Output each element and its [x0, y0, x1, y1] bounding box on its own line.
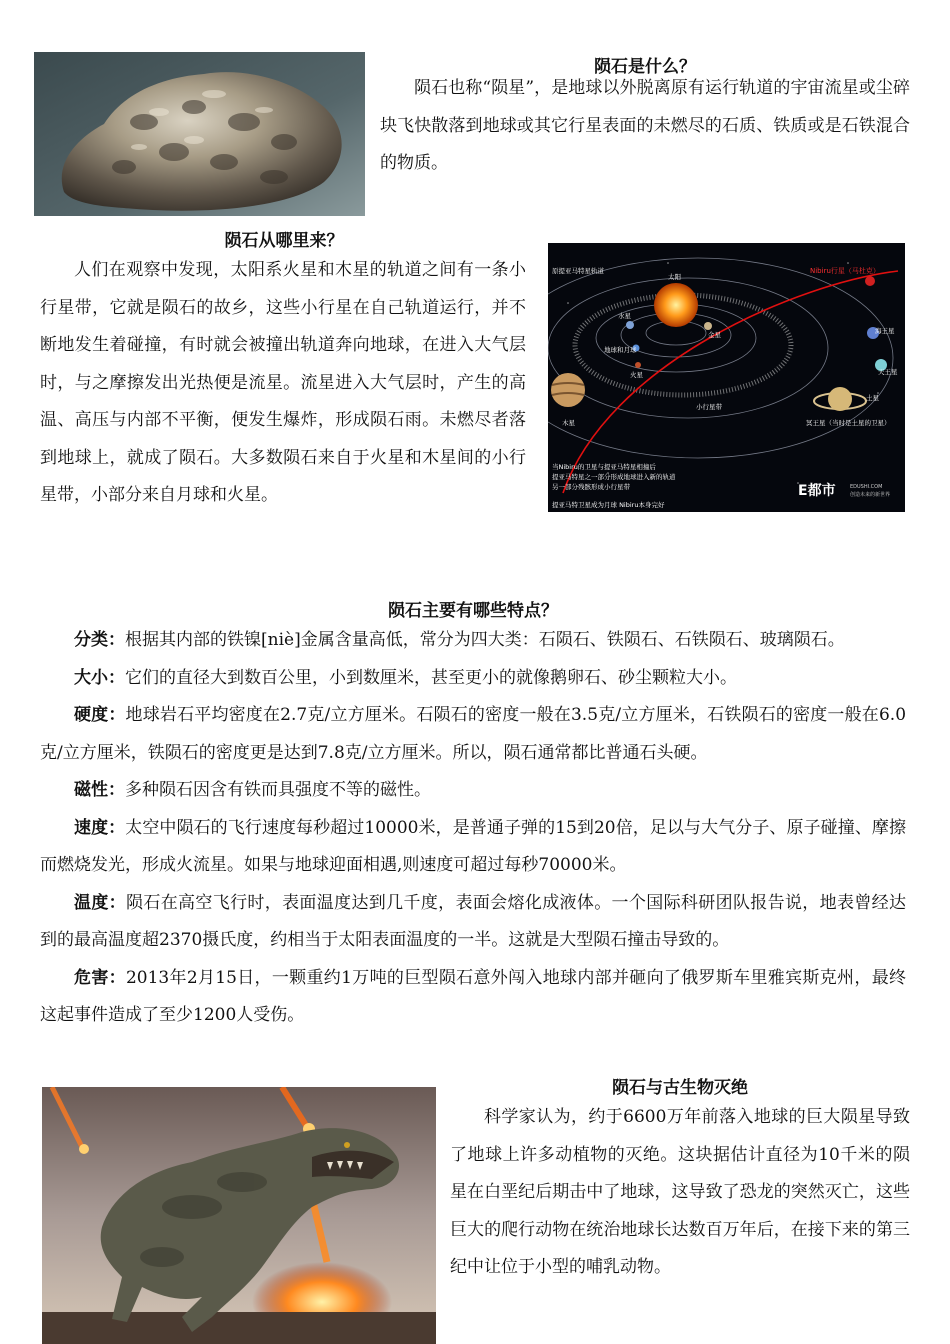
feature-temperature	[40, 885, 906, 960]
label-saturn: 土星	[866, 394, 879, 402]
feature-text: 2013年2月15日，一颗重约1万吨的巨型陨石意外闯入地球内部并砸向了俄罗斯车里雅宾斯克州，最终这起事件造成了至少1200人受伤。	[40, 967, 907, 1025]
feature-text: 多种陨石因含有铁而具强度不等的磁性。	[125, 780, 431, 800]
feature-label: 大小：	[74, 667, 125, 688]
feature-text: 它们的直径大到数百公里，小到数厘米，甚至更小的就像鹅卵石、砂尘颗粒大小。	[125, 667, 737, 688]
note-line-2: 提亚马特星之一部分形成地球进入新的轨道	[552, 473, 676, 481]
section-title-origin: 陨石从哪里来？	[224, 231, 344, 251]
feature-label: 温度：	[74, 892, 127, 913]
features-list	[40, 622, 906, 1035]
label-asteroid-belt: 小行星带	[696, 403, 722, 411]
feature-label: 危害：	[74, 967, 126, 988]
meteorite-photo	[34, 52, 365, 216]
note-line-1: 当Nibiru的卫星与提亚马特星相撞后	[552, 463, 656, 471]
feature-label: 磁性：	[74, 780, 125, 800]
feature-text: 地球岩石平均密度在2.7克/立方厘米。石陨石的密度一般在3.5克/立方厘米，石铁陨石的密度一般在6.0克/立方厘米，铁陨石的密度更是达到7.8克/立方厘米。所以，陨石通常都比普通石头硬。	[40, 705, 907, 763]
section-title-what: 陨石是什么？	[594, 57, 696, 77]
section-text-what: 陨石也称“陨星”，是地球以外脱离原有运行轨道的宇宙流星或尘碎块飞快散落到地球或其它行星表面的未燃尽的石质、铁质或是石铁混合的物质。	[380, 78, 910, 173]
feature-hardness	[40, 697, 906, 772]
label-uranus: 天王星	[878, 368, 898, 376]
section-text-origin: 人们在观察中发现，太阳系火星和木星的轨道之间有一条小行星带，它就是陨石的故乡，这些小行星在自己轨道运行，并不断地发生着碰撞，有时就会被撞出轨道奔向地球，在进入大气层时，与之摩擦发出光热便是流星。流星进入大气层时，产生的高温、高压与内部不平衡，便发生爆炸，形成陨石雨。未燃尽者落到地球上，就成了陨石。大多数陨石来自于火星和木星间的小行星带，小部分来自月球和火星。	[40, 260, 526, 505]
label-mars: 火星	[630, 371, 643, 379]
feature-label: 硬度：	[74, 705, 126, 725]
note-line-3: 另一部分残骸形成小行星带	[552, 483, 630, 491]
feature-label: 速度：	[74, 817, 126, 838]
solar-system-diagram	[548, 243, 905, 512]
label-sun: 太阳	[668, 273, 681, 281]
feature-text: 根据其内部的铁镍[niè]金属含量高低，常分为四大类：石陨石、铁陨石、石铁陨石、玻璃陨石。	[125, 630, 845, 650]
feature-text: 陨石在高空飞行时，表面温度达到几千度，表面会熔化成液体。一个国际科研团队报告说，地表曾经达到的最高温度超2370摄氏度，约相当于太阳表面温度的一半。这就是大型陨石撞击导致的。	[40, 892, 907, 950]
label-neptune: 海王星	[875, 327, 895, 335]
feature-text: 太空中陨石的飞行速度每秒超过10000米，是普通子弹的15到20倍，足以与大气分子、原子碰撞、摩擦而燃烧发光，形成火流星。如果与地球迎面相遇,则速度可超过每秒70000米。	[40, 817, 907, 875]
watermark-url: EDUSHI.COM	[850, 484, 883, 490]
feature-size	[40, 660, 906, 698]
label-mercury: 水星	[618, 312, 631, 320]
label-original-orbit: 原提亚马特星轨道	[552, 267, 604, 275]
watermark-slogan: 创造未来的新世界	[850, 492, 891, 498]
label-jupiter: 木星	[562, 419, 575, 427]
feature-magnetism	[40, 772, 906, 810]
watermark-logo: E都市	[798, 483, 836, 499]
feature-classification	[40, 622, 906, 660]
section-text-extinction: 科学家认为，约于6600万年前落入地球的巨大陨星导致了地球上许多动植物的灭绝。这块据估计直径为10千米的陨星在白垩纪后期击中了地球，这导致了恐龙的突然灭亡，这些巨大的爬行动物在统治地球长达数百万年后，在接下来的第三纪中让位于小型的哺乳动物。	[450, 1107, 910, 1277]
note-line-4: 提亚马特卫星成为月球 Nibiru本身完好	[552, 501, 665, 509]
feature-speed	[40, 810, 906, 885]
label-venus: 金星	[708, 331, 721, 339]
section-title-features: 陨石主要有哪些特点？	[388, 601, 558, 621]
feature-label: 分类：	[74, 630, 125, 650]
section-title-extinction: 陨石与古生物灭绝	[612, 1078, 748, 1098]
feature-hazard	[40, 960, 906, 1035]
label-pluto: 冥王星（当时是土星的卫星）	[806, 419, 891, 427]
dinosaur-photo	[42, 1087, 436, 1344]
label-nibiru: Nibiru行星（马杜克）	[810, 267, 880, 275]
label-earth-moon: 地球和月球	[604, 346, 637, 354]
